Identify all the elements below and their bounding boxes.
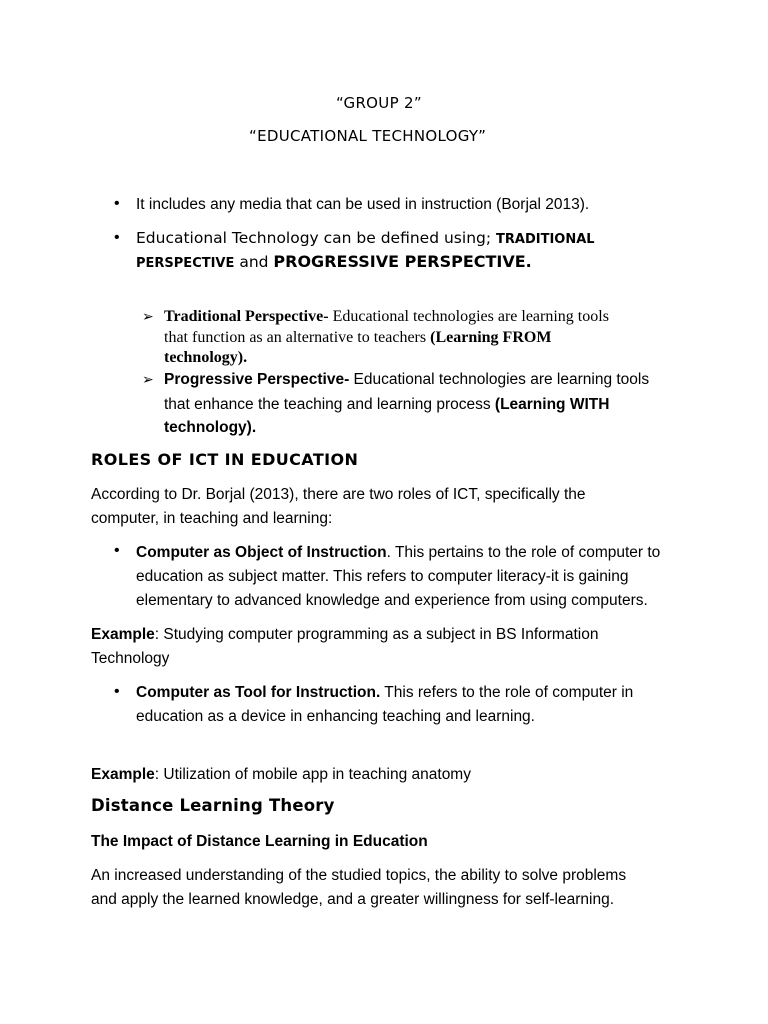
progressive-perspective-text: Educational technologies are learning tools	[349, 371, 650, 388]
example-1-label: Example	[91, 626, 155, 643]
arrow-bullet-icon: ➢	[142, 371, 154, 387]
progressive-perspective-line1	[164, 368, 649, 392]
intro-bullet-2-line2	[136, 252, 532, 271]
object-of-instruction-text: . This pertains to the role of computer to	[386, 544, 661, 561]
bullet-glyph: •	[114, 542, 120, 559]
progressive-keyword: PROGRESSIVE PERSPECTIVE.	[273, 252, 532, 271]
roles-heading: ROLES OF ICT IN EDUCATION	[91, 450, 359, 469]
example-1-text: : Studying computer programming as a subject in BS Information	[154, 626, 599, 643]
progressive-perspective-line2	[164, 393, 609, 417]
progressive-perspective-text2: that enhance the teaching and learning process	[164, 396, 495, 413]
traditional-perspective-text2: that function as an alternative to teachers	[164, 329, 431, 346]
distance-learning-line1: An increased understanding of the studied topics, the ability to solve problems	[91, 867, 627, 884]
intro-bullet-1: It includes any media that can be used in instruction (Borjal 2013).	[136, 196, 590, 213]
progressive-perspective-note: (Learning WITH	[494, 396, 610, 413]
progressive-perspective-line3: technology).	[164, 419, 257, 436]
traditional-perspective-text: Educational technologies are learning tools	[328, 308, 609, 325]
example-2-text: : Utilization of mobile app in teaching anatomy	[154, 766, 471, 783]
document-title: “EDUCATIONAL TECHNOLOGY”	[249, 127, 487, 145]
distance-learning-subheading: The Impact of Distance Learning in Education	[91, 833, 428, 850]
traditional-perspective-line1	[164, 307, 609, 327]
traditional-perspective-note: (Learning FROM	[430, 329, 552, 346]
traditional-perspective-line2	[164, 328, 551, 348]
distance-learning-line2: and apply the learned knowledge, and a greater willingness for self-learning.	[91, 891, 615, 908]
example-1-line1	[91, 623, 598, 647]
bullet-glyph: •	[114, 229, 120, 246]
arrow-bullet-icon: ➢	[142, 308, 154, 324]
example-2-label: Example	[91, 766, 155, 783]
group-title: “GROUP 2”	[336, 94, 422, 112]
and-word: and	[234, 253, 274, 271]
tool-for-instruction-label: Computer as Tool for Instruction.	[136, 684, 381, 701]
traditional-keyword-b: PERSPECTIVE	[136, 256, 235, 271]
traditional-perspective-label: Traditional Perspective-	[164, 308, 329, 325]
tool-for-instruction-line1	[136, 681, 633, 705]
tool-for-instruction-text: This refers to the role of computer in	[380, 684, 634, 701]
object-of-instruction-label: Computer as Object of Instruction	[136, 544, 387, 561]
progressive-perspective-label: Progressive Perspective-	[164, 371, 350, 388]
distance-learning-heading: Distance Learning Theory	[91, 796, 335, 815]
object-of-instruction-line2: education as subject matter. This refers to computer literacy-it is gaining	[136, 568, 629, 585]
example-2	[91, 763, 471, 787]
object-of-instruction-line1	[136, 541, 660, 565]
bullet-glyph: •	[114, 683, 120, 700]
roles-intro-line1: According to Dr. Borjal (2013), there are two roles of ICT, specifically the	[91, 486, 586, 503]
traditional-perspective-line3: technology).	[164, 349, 248, 366]
object-of-instruction-line3: elementary to advanced knowledge and experience from using computers.	[136, 592, 648, 609]
example-1-line2: Technology	[91, 650, 170, 667]
intro-bullet-2-text: Educational Technology can be defined using;	[136, 229, 497, 247]
intro-bullet-2-line1	[136, 229, 595, 247]
bullet-glyph: •	[114, 195, 120, 212]
roles-intro-line2: computer, in teaching and learning:	[91, 510, 333, 527]
traditional-keyword-a: TRADITIONAL	[496, 232, 595, 247]
tool-for-instruction-line2: education as a device in enhancing teaching and learning.	[136, 708, 535, 725]
